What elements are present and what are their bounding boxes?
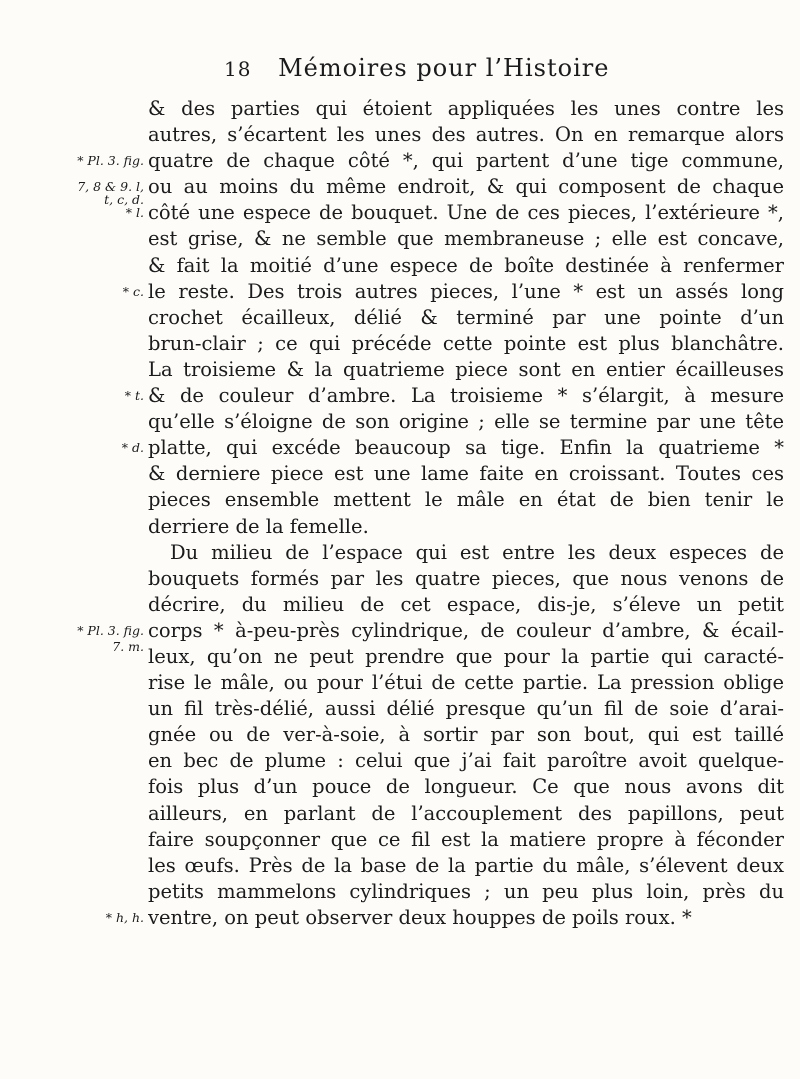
text-line: & de couleur d’ambre. La troisieme * s’élargit, à mesure (148, 384, 784, 408)
margin-note: * c. (122, 283, 144, 299)
text-line: fois plus d’un pouce de longueur. Ce que nous avons dit (148, 775, 784, 799)
text-line: petits mammelons cylindriques ; un peu plus loin, près du (148, 879, 784, 903)
margin-note: * Pl. 3. fig. (77, 153, 144, 169)
text-line: côté une espece de bouquet. Une de ces pieces, l’extérieure *, (148, 201, 784, 225)
text-line: bouquets formés par les quatre pieces, que nous venons de (148, 566, 784, 590)
text-line: Du milieu de l’espace qui est entre les deux especes de (170, 540, 784, 564)
margin-note: 7, 8 & 9. l, (77, 179, 144, 195)
text-line: platte, qui excéde beaucoup sa tige. Enfin la quatrieme * (148, 436, 784, 460)
text-line: derriere de la femelle. (148, 514, 369, 538)
text-line: ailleurs, en parlant de l’accouplement des papillons, peut (148, 801, 784, 825)
text-line: quatre de chaque côté *, qui partent d’une tige commune, (148, 149, 784, 173)
running-header (224, 54, 704, 82)
text-line: crochet écailleux, délié & terminé par une pointe d’un (148, 305, 784, 329)
text-line: ou au moins du même endroit, & qui composent de chaque (148, 175, 784, 199)
body-text (148, 96, 784, 931)
text-line: & fait la moitié d’une espece de boîte destinée à renfermer (148, 253, 784, 277)
text-line: brun-clair ; ce qui précéde cette pointe est plus blanchâtre. (148, 331, 784, 355)
margin-note: 7. m. (112, 638, 144, 654)
margin-note: * l. (125, 205, 144, 221)
text-line: les œufs. Près de la base de la partie du mâle, s’élevent deux (148, 853, 784, 877)
text-line: rise le mâle, ou pour l’étui de cette partie. La pression oblige (148, 671, 784, 695)
running-title: Mémoires pour l’Histoire (278, 54, 610, 82)
text-line: leux, qu’on ne peut prendre que pour la partie qui caracté- (148, 644, 784, 668)
margin-note: * Pl. 3. fig. (77, 623, 144, 638)
text-line: La troisieme & la quatrieme piece sont en entier écailleuses (148, 357, 784, 381)
text-line: décrire, du milieu de cet espace, dis-je, s’éleve un petit (148, 592, 784, 616)
margin-note: * d. (121, 440, 144, 456)
text-line: en bec de plume : celui que j’ai fait paroître avoit quelque- (148, 749, 784, 773)
text-line: faire soupçonner que ce fil est la matiere propre à féconder (148, 827, 784, 851)
page-number: 18 (224, 57, 252, 81)
text-line: un fil très-délié, aussi délié presque qu’un fil de soie d’arai- (148, 697, 784, 721)
margin-note: * h, h. (105, 910, 144, 926)
text-line: ventre, on peut observer deux houppes de poils roux. * (148, 905, 692, 929)
margin-note: * t. (124, 388, 144, 404)
text-line: pieces ensemble mettent le mâle en état de bien tenir le (148, 488, 784, 512)
text-line: & derniere piece est une lame faite en croissant. Toutes ces (148, 462, 784, 486)
margin-note: t, c, d. (104, 192, 144, 208)
text-line: gnée ou de ver-à-soie, à sortir par son bout, qui est taillé (148, 723, 784, 747)
text-line: est grise, & ne semble que membraneuse ; elle est concave, (148, 227, 784, 251)
text-line: autres, s’écartent les unes des autres. On en remarque alors (148, 123, 784, 147)
text-line: corps * à-peu-près cylindrique, de couleur d’ambre, & écail- (148, 618, 784, 642)
text-line: qu’elle s’éloigne de son origine ; elle se termine par une tête (148, 410, 784, 434)
text-line: & des parties qui étoient appliquées les unes contre les (148, 97, 784, 120)
text-line: le reste. Des trois autres pieces, l’une * est un assés long (148, 279, 784, 303)
